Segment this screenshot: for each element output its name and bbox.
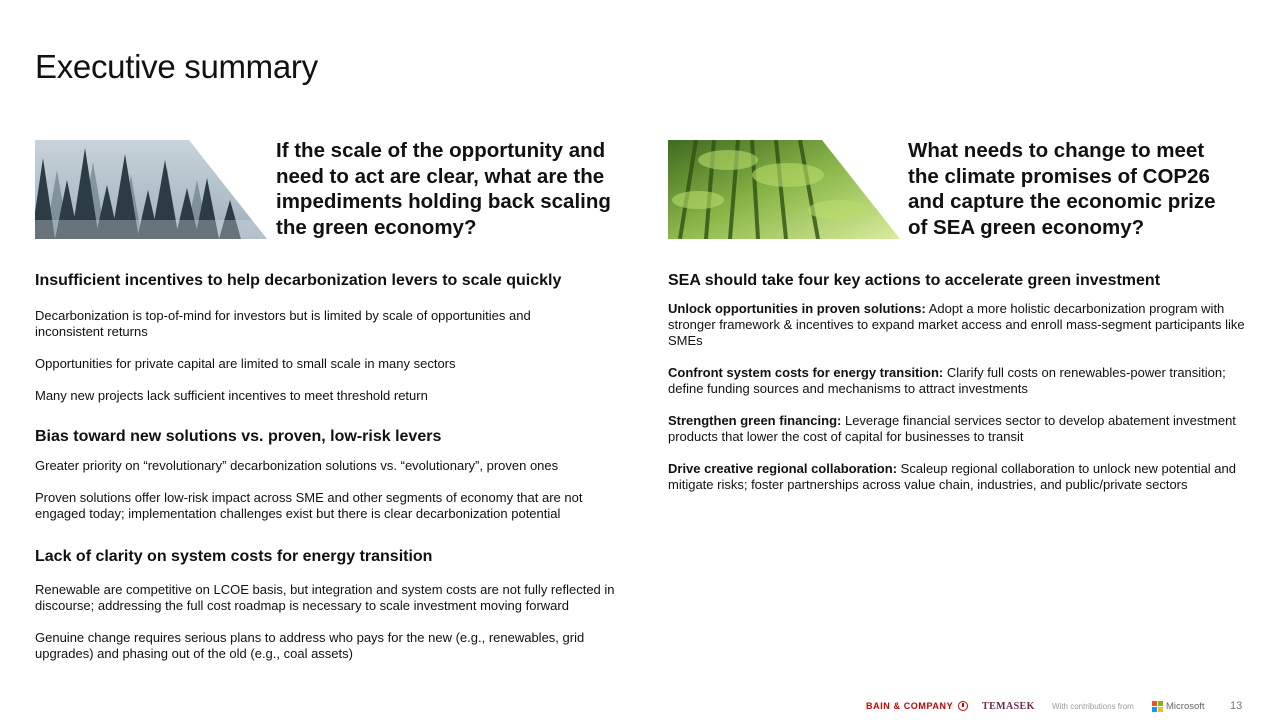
point-text: Renewable are competitive on LCOE basis, but integration and system costs are not fully reflected in discourse; addressing the full cost roadmap is necessary to scale investment moving forward bbox=[35, 582, 615, 613]
bain-logo bbox=[866, 698, 968, 714]
page-title: Executive summary bbox=[35, 48, 318, 85]
action-lead: Unlock opportunities in proven solutions: bbox=[668, 301, 926, 316]
action-lead: Confront system costs for energy transition: bbox=[668, 365, 944, 380]
right-question: What needs to change to meet the climate promises of COP26 and capture the economic prize of SEA green economy? bbox=[908, 139, 1216, 239]
bain-symbol-icon bbox=[958, 701, 968, 711]
page-number: 13 bbox=[1230, 700, 1243, 712]
actions-heading: SEA should take four key actions to accelerate green investment bbox=[668, 272, 1161, 289]
action-text: Clarify full costs on renewables-power transition; define funding sources and mechanisms to attract investments bbox=[668, 365, 1226, 396]
microsoft-logo bbox=[1152, 698, 1205, 714]
action-item bbox=[668, 301, 1248, 349]
point-text: Proven solutions offer low-risk impact across SME and other segments of economy that are not engaged today; implementation challenges exist but there is clear decarbonization potential bbox=[35, 490, 583, 521]
action-lead: Drive creative regional collaboration: bbox=[668, 461, 898, 476]
contributions-label: With contributions from bbox=[1052, 701, 1134, 711]
action-lead: Strengthen green financing: bbox=[668, 413, 842, 428]
point-text: Opportunities for private capital are limited to small scale in many sectors bbox=[35, 356, 456, 371]
action-item bbox=[668, 413, 1248, 445]
point-text: Greater priority on “revolutionary” decarbonization solutions vs. “evolutionary”, proven ones bbox=[35, 458, 559, 473]
left-question: If the scale of the opportunity and need to act are clear, what are the impediments holding back scaling the green economy? bbox=[276, 139, 611, 239]
action-item bbox=[668, 461, 1248, 493]
section-heading-incentives: Insufficient incentives to help decarbonization levers to scale quickly bbox=[35, 272, 562, 289]
microsoft-wordmark: Microsoft bbox=[1166, 700, 1205, 712]
forest-image bbox=[35, 140, 267, 239]
section-heading-system-costs: Lack of clarity on system costs for energy transition bbox=[35, 548, 433, 565]
point-text: Genuine change requires serious plans to address who pays for the new (e.g., renewables, grid upgrades) and phasing out of the old (e.g., coal assets) bbox=[35, 630, 585, 661]
section-heading-bias: Bias toward new solutions vs. proven, low-risk levers bbox=[35, 428, 442, 445]
bain-wordmark: BAIN & COMPANY bbox=[866, 701, 954, 711]
temasek-logo: TEMASEK bbox=[982, 700, 1035, 712]
point-text: Many new projects lack sufficient incentives to meet threshold return bbox=[35, 388, 428, 403]
point-text: Decarbonization is top-of-mind for investors but is limited by scale of opportunities and inconsistent returns bbox=[35, 308, 531, 339]
bamboo-image bbox=[668, 140, 900, 239]
action-text: Adopt a more holistic decarbonization program with stronger framework & incentives to expand market access and enroll mass-segment participants like SMEs bbox=[668, 301, 1245, 348]
action-text: Leverage financial services sector to develop abatement investment products that lower the cost of capital for businesses to transit bbox=[668, 413, 1236, 444]
action-text: Scaleup regional collaboration to unlock new potential and mitigate risks; foster partnerships across value chain, industries, and public/private sectors bbox=[668, 461, 1236, 492]
microsoft-tiles-icon bbox=[1152, 701, 1163, 712]
action-item bbox=[668, 365, 1248, 397]
